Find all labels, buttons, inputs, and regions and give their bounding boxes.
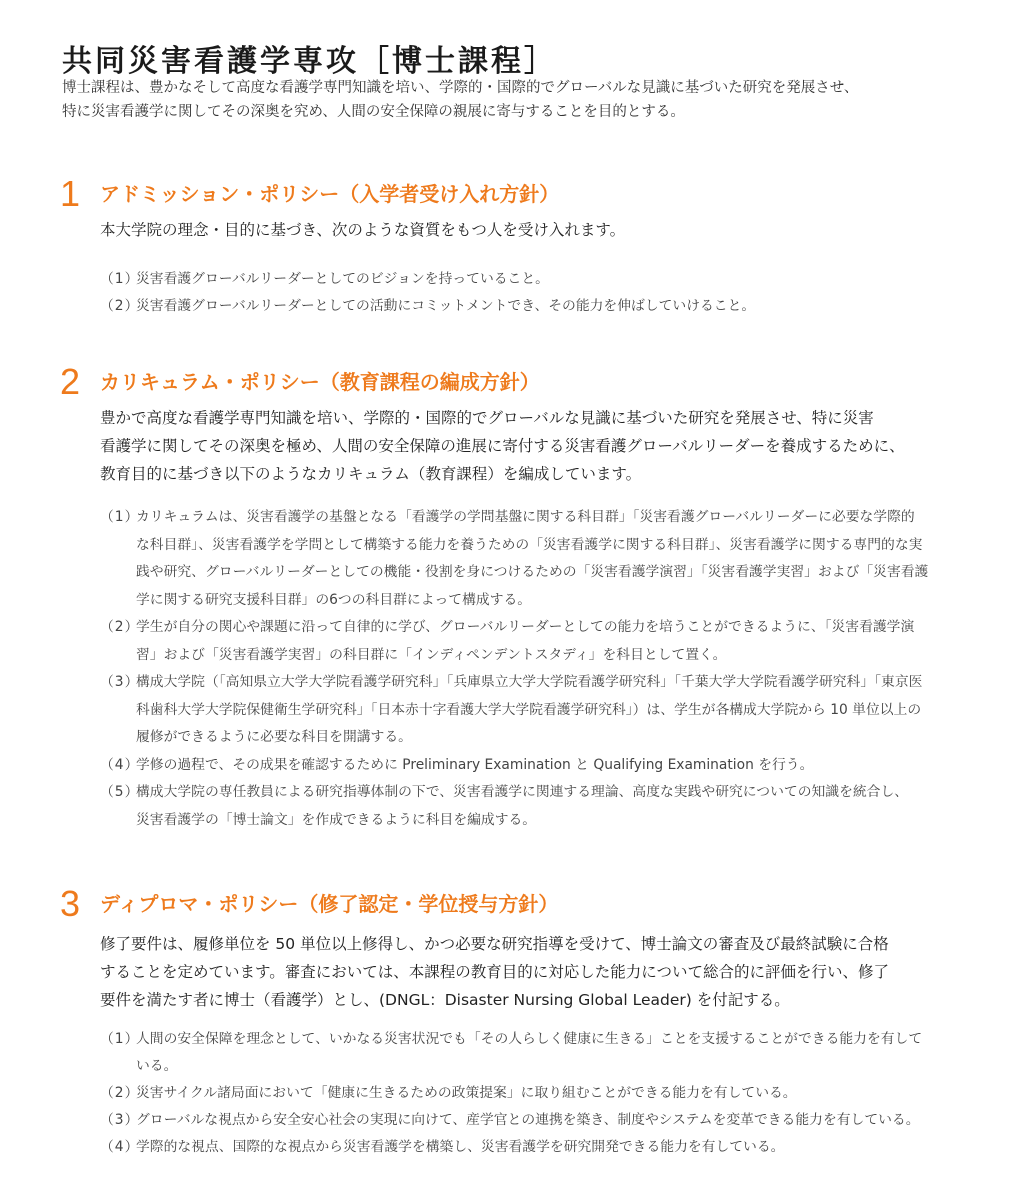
item-line: 学修の過程で、その成果を確認するために Preliminary Examination と Qualifying Examination を行う。 [136, 756, 814, 773]
list-item [100, 1080, 990, 1107]
item-number: （4） [100, 756, 140, 773]
section-lead [100, 930, 1000, 1014]
section-lead [100, 216, 1000, 244]
item-text [136, 779, 990, 834]
policy-list [100, 266, 990, 320]
item-number: （2） [100, 298, 140, 314]
section-heading: ディプロマ・ポリシー（修了認定・学位授与方針） [100, 892, 559, 916]
list-item [100, 752, 990, 780]
lead-line: 要件を満たす者に博士（看護学）とし、(DNGL：Disaster Nursing Global Leader) を付記する。 [100, 991, 790, 1009]
item-number: （2） [100, 619, 140, 635]
section-number: 1 [60, 173, 81, 214]
item-number: （5） [100, 784, 140, 800]
lead-line: 修了要件は、履修単位を 50 単位以上修得し、かつ必要な研究指導を受けて、博士論文の審査及び最終試験に合格 [100, 935, 889, 953]
list-item [100, 1107, 990, 1134]
lead-line: 教育目的に基づき以下のようなカリキュラム（教育課程）を編成しています。 [100, 465, 642, 483]
item-text [136, 752, 990, 780]
list-item [100, 266, 990, 293]
lead-line: することを定めています。審査においては、本課程の教育目的に対応した能力について総合的に評価を行い、修了 [100, 963, 889, 981]
section-number: 2 [60, 361, 81, 402]
item-text [136, 266, 990, 293]
item-line: 学生が自分の関心や課題に沿って自律的に学び、グローバルリーダーとしての能力を培うことができるように、「災害看護学演 [136, 619, 915, 635]
item-text [136, 293, 990, 320]
lead-line: 豊かで高度な看護学専門知識を培い、学際的・国際的でグローバルな見識に基づいた研究を発展させ、特に災害 [100, 409, 874, 427]
list-item [100, 614, 990, 669]
item-line: 構成大学院の専任教員による研究指導体制の下で、災害看護学に関連する理論、高度な実践や研究についての知識を統合し、 [136, 784, 909, 800]
list-item [100, 1134, 990, 1161]
policy-list [100, 1026, 990, 1161]
item-line: 学際的な視点、国際的な視点から災害看護学を構築し、災害看護学を研究開発できる能力を有している。 [136, 1139, 785, 1155]
item-line: 災害サイクル諸局面において「健康に生きるための政策提案」に取り組むことができる能力を有している。 [136, 1085, 797, 1101]
item-number: （1） [100, 1031, 140, 1047]
page-title: 共同災害看護学専攻［博士課程］ [62, 44, 557, 80]
item-number: （2） [100, 1085, 140, 1101]
section-number: 3 [60, 883, 81, 924]
item-line: 科歯科大学大学院保健衛生学研究科」「日本赤十字看護大学大学院看護学研究科」）は、学生が各構成大学院から 10 単位以上の [136, 701, 922, 718]
item-line: いる。 [136, 1058, 178, 1074]
intro-paragraph [62, 76, 1002, 124]
item-text [136, 504, 990, 614]
item-line: カリキュラムは、災害看護学の基盤となる「看護学の学問基盤に関する科目群」「災害看護グローバルリーダーに必要な学際的 [136, 509, 915, 525]
item-line: 災害看護グローバルリーダーとしてのビジョンを持っていること。 [136, 271, 549, 287]
intro-line: 特に災害看護学に関してその深奥を究め、人間の安全保障の親展に寄与することを目的とする。 [62, 104, 685, 120]
item-line: 災害看護グローバルリーダーとしての活動にコミットメントでき、その能力を伸ばしていけること。 [136, 298, 756, 314]
intro-line: 博士課程は、豊かなそして高度な看護学専門知識を培い、学際的・国際的でグローバルな見識に基づいた研究を発展させ、 [62, 80, 859, 96]
item-text [136, 1026, 990, 1080]
item-line: 学に関する研究支援科目群」の6つの科目群によって構成する。 [136, 591, 532, 608]
item-text [136, 1107, 990, 1134]
item-line: 人間の安全保障を理念として、いかなる災害状況でも「その人らしく健康に生きる」ことを支援することができる能力を有して [136, 1031, 923, 1047]
item-line: 履修ができるように必要な科目を開講する。 [136, 729, 412, 745]
list-item [100, 293, 990, 320]
item-line: な科目群」、災害看護学を学問として構築する能力を養うための「災害看護学に関する科目群」、災害看護学に関する専門的な実 [136, 536, 923, 553]
item-number: （3） [100, 1112, 140, 1128]
item-text [136, 1080, 990, 1107]
item-line: 習」および「災害看護学実習」の科目群に「インディペンデントスタディ」を科目として置く。 [136, 646, 727, 663]
list-item [100, 1026, 990, 1080]
section-lead [100, 404, 1000, 488]
item-line: 構成大学院（「高知県立大学大学院看護学研究科」「兵庫県立大学大学院看護学研究科」「千葉大学大学院看護学研究科」「東京医 [136, 674, 923, 690]
list-item [100, 669, 990, 752]
item-number: （4） [100, 1139, 140, 1155]
item-line: 践や研究、グローバルリーダーとしての機能・役割を身につけるための「災害看護学演習」「災害看護学実習」および「災害看護 [136, 564, 929, 580]
list-item [100, 504, 990, 614]
item-line: グローバルな視点から安全安心社会の実現に向けて、産学官との連携を築き、制度やシステムを変革できる能力を有している。 [136, 1112, 920, 1128]
item-number: （3） [100, 674, 140, 690]
item-number: （1） [100, 509, 140, 525]
lead-line: 本大学院の理念・目的に基づき、次のような資質をもつ人を受け入れます。 [100, 221, 626, 239]
item-line: 災害看護学の「博士論文」を作成できるように科目を編成する。 [136, 811, 537, 828]
lead-line: 看護学に関してその深奥を極め、人間の安全保障の進展に寄付する災害看護グローバルリーダーを養成するために、 [100, 437, 905, 455]
item-number: （1） [100, 271, 140, 287]
item-text [136, 1134, 990, 1161]
section-heading: アドミッション・ポリシー（入学者受け入れ方針） [100, 182, 560, 206]
list-item [100, 779, 990, 834]
section-heading: カリキュラム・ポリシー（教育課程の編成方針） [100, 370, 540, 394]
item-text [136, 669, 990, 752]
policy-list [100, 504, 990, 834]
item-text [136, 614, 990, 669]
